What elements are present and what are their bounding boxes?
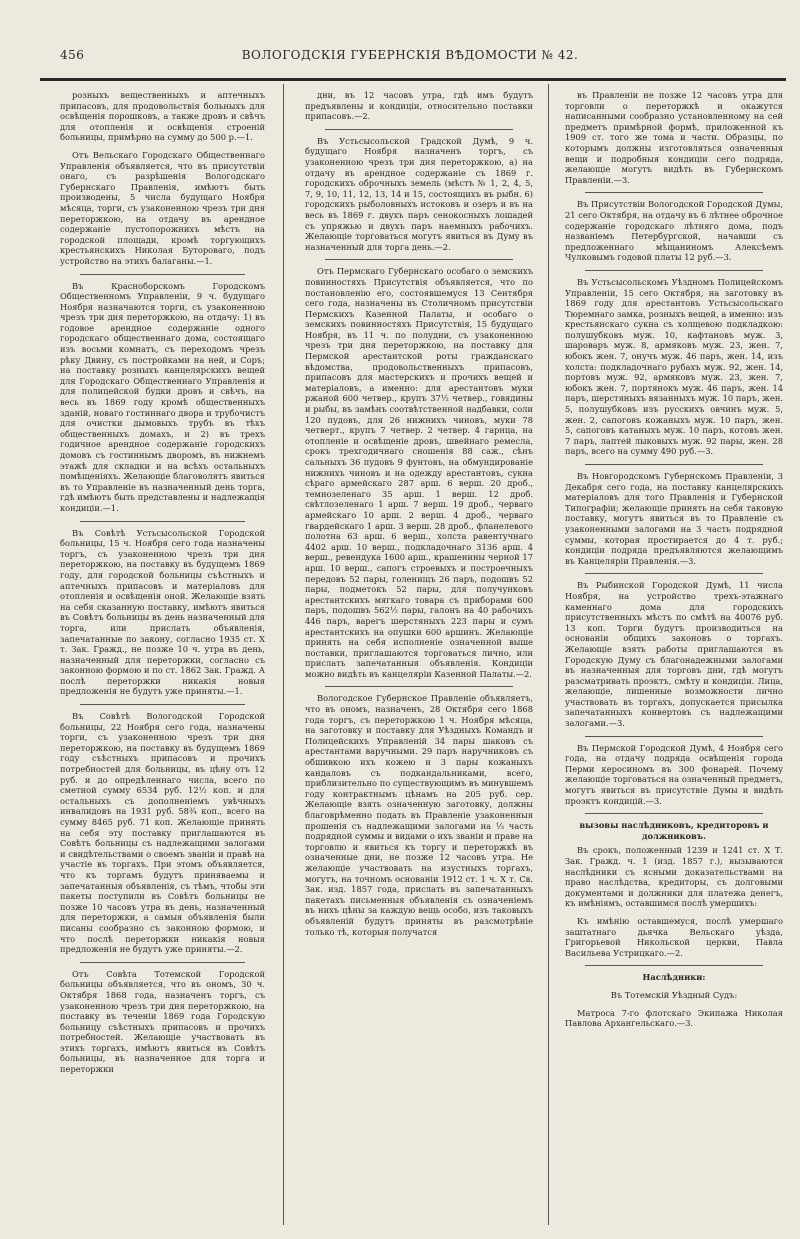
notice-paragraph: Въ Рыбинской Городской Думѣ, 11 числа Ноября, на устройство трехъ-этажнаго каменнаго дома для городскихъ присутственныхъ мѣстъ по смѣтѣ на 40076 руб. 13 коп. Торги будутъ производиться на основанiи общихъ законовъ о торгахъ. Желающiе взять работы приглашаются въ Городскую Думу съ благонадежными залогами въ назначенныя для торговъ дни, гдѣ могутъ разсматривать проэктъ, смѣту и кондицiи. Лица, желающiе, лишенные возможности лично участвовать въ торгахъ, допускается присылка запечатанныхъ конвертовъ съ надлежащими залогами.—3.	[565, 580, 783, 729]
notice-separator	[585, 736, 763, 737]
notice-paragraph: Въ Присутствiи Вологодской Городской Думы, 21 сего Октября, на отдачу въ 6 лѣтнее оброчное содержанiе городскаго лѣтняго дома, подъ названiемъ Петербургской, начавши съ предложеннаго мѣщаниномъ Алексѣемъ Чулковымъ годовой платы 12 руб.—3.	[565, 199, 783, 263]
page-header	[60, 48, 760, 68]
notice-separator	[585, 464, 763, 465]
running-head: ВОЛОГОДСКIЯ ГУБЕРНСКIЯ ВѢДОМОСТИ № 42.	[241, 48, 579, 62]
notice-paragraph: Въ Пермской Городской Думѣ, 4 Ноября сего года, на отдачу подряда освѣщенiя города Перми керосиномъ въ 300 фонарей. Почему желающiе торговаться на означенный предметъ, могутъ явиться въ присутствiе Думы и видѣть проэктъ кондицiй.—3.	[565, 742, 783, 806]
page-number: 456	[60, 48, 85, 62]
notice-separator	[80, 704, 245, 705]
notice-paragraph: Въ Устьсысольскомъ Уѣздномъ Полицейскомъ Управленiи, 15 сего Октября, на заготовку въ 1869 году для арестантовъ Устьсысольскаго Тюремнаго замка, розныхъ вещей, а именно: изъ крестьянскаго сукна съ холщевою подкладкою: полушубковъ муж. 10, кафтановъ муж. 3, шароваръ муж. 8, армяковъ муж. 23, жен. 7, юбокъ жен. 7, онучъ муж. 46 паръ, жен. 14, изъ холста: подкладочнаго рубахъ муж. 92, жен. 14, портовъ муж. 92, армяковъ муж. 23, жен. 7, юбокъ жен. 7, портянокъ муж. 46 паръ, жен. 14 паръ, шерстяныхъ вязанныхъ муж. 10 паръ, жен. 5, полушубковъ изъ русскихъ овчинъ муж. 5, жен. 2, сапоговъ кожаныхъ муж. 10 паръ, жен. 5, сапоговъ катаныхъ муж. 10 паръ, котовъ жен. 7 паръ, лаптей лыковыхъ муж. 92 пары, жен. 28 паръ, всего на сумму 490 руб.—3.	[565, 276, 783, 457]
notice-paragraph: Въ Совѣтѣ Вологодской Городской больницы, 22 Ноября сего года, назначены торги, съ узаконенною чрезъ три дня переторжкою, на поставку въ будущемъ 1869 году съѣстныхъ припасовъ и прочихъ потребностей для больницы, въ цѣну отъ 12 руб. и до опредѣленнаго числа, всего по сметной сумму 6534 руб. 12½ коп. и для остальныхъ съ дополненiемъ увѣчныхъ инвалидовъ на 1931 руб. 58¾ коп., всего на сумму 8465 руб. 71 коп. Желающiе принять на себя эту поставку приглашаются въ Совѣтъ больницы съ надлежащими залогами и свидѣтельствами о своемъ званiи и правѣ на участiе въ торгахъ. При этомъ объявляется, что къ торгамъ будутъ приняваемы и запечатанныя объявленiя, съ тѣмъ, чтобы эти пакеты поступили въ Совѣтъ больницы не позже 10 часовъ утра въ день, назначенный для переторжки, а самыя объявленiя были писаны сообразно съ законною формою, и что послѣ переторжки никакiя новыя предложенiя не будутъ уже приняты.—2.	[60, 711, 265, 955]
notice-paragraph: розныхъ вещественныхъ и аптечныхъ припасовъ, для продовольствiя больныхъ для освѣщенiя порошковъ, а также дровъ и свѣчъ для отопленiя и освѣщенiя строенiй больницы, примѣрно на сумму до 500 р.—1.	[60, 90, 265, 143]
notice-paragraph: Въ срокъ, положенный 1239 и 1241 ст. X Т. Зак. Гражд. ч. 1 (изд. 1857 г.), вызываются наслѣдники съ ясными доказательствами на право наслѣдства, кредиторы, съ долговыми документами и должники для платежа денегъ, къ имѣнiямъ, оставшимся послѣ умершихъ:	[565, 845, 783, 909]
notice-paragraph: Отъ Пермскаго Губернскаго особаго о земскихъ повинностяхъ Присутствiя объявляется, что по постановленiю его, состоявшемуся 13 Сентября сего года, назначены въ Столичномъ присутствiи Пермскихъ Казенной Палаты, и особаго о земскихъ повинностяхъ Присутствiя, 15 будущаго Ноября, въ 11 ч. по полудни, съ узаконенною чрезъ три дня переторжкою, на поставку для Пермской арестантской роты гражданскаго вѣдомства, продовольственныхъ припасовъ, припасовъ для мастерскихъ и прочихъ вещей и матерiаловъ, а именно: для арестантовъ муки ржаной 600 четвер., крупъ 37½ четвер., говядины и рыбы, въ замѣнъ соотвѣтственной надбавки, соли 120 пудовъ, для 26 нижнихъ чиновъ, муки 78 четверт., крупъ 7 четвер. 2 четвер. 4 гарнца, на отопленiе и освѣщенiе дровъ, швейнаго ремесла, срокъ трехгодичнаго сношенiя 88 саж., сѣнъ сальныхъ 36 пудовъ 9 фунтовъ, на обмундированiе нижнихъ чиновъ и на одежду арестантовъ, сукна сѣраго армейскаго 287 арш. 6 верш. 20 дроб., темнозеленаго 35 арш. 1 верш. 12 дроб. свѣтлозеленаго 1 арш. 7 верш. 19 дроб., черваго армейскаго 10 арш. 2 верш. 4 дроб., черваго гвардейскаго 1 арш. 3 верш. 28 дроб., фланелевого полотна 63 арш. 6 верш., холста равентучнаго 4402 арш. 10 верш., подкладочнаго 3136 арш. 4 верш., ревендука 1600 арш., крашенины черной 17 арш. 10 верш., сапогъ строевыхъ и построечныхъ передовъ 52 пары, голенищъ 26 паръ, подошвъ 52 пары, подметокъ 52 пары, для получунковъ арестантскихъ мягкаго товара съ приборами 600 паръ, подошвъ 562½ пары, галонъ на 40 рабочихъ 446 паръ, варегъ шерстяныхъ 223 пары и сумъ арестантскихъ на опушки 600 аршинъ. Желающiе принять на себя исполненiе означенной выше поставки, приглашаются торговаться лично, или прислать запечатанныя объявленiя. Кондицiи можно видѣть въ канцелярiи Казенной Палаты.—2.	[305, 266, 533, 679]
notice-paragraph: Въ Совѣтѣ Устьсысольской Городской больницы, 15 ч. Ноября сего года назначены торгъ, съ узаконенною чрезъ три дня переторжкою, на поставку въ будущемъ 1869 году, для городской больницы съѣстныхъ и аптечныхъ припасовъ и матерiаловъ для отопленiя и освѣщенiя оной. Желающiе взять на себя сказанную поставку, имѣютъ явиться въ Совѣтъ больницы въ день назначенный для торга, или прислать объявленiя, запечатанные по закону, согласно 1935 ст. X т. Зак. Гражд., не позже 10 ч. утра въ день, назначенный для переторжки, согласно съ законною формою и по ст. 1862 Зак. Гражд. А послѣ переторжки никакiя новыя предложенiя не будутъ уже приняты.—1.	[60, 527, 265, 697]
notice-paragraph: дни, въ 12 часовъ утра, гдѣ имъ будутъ предъявлены и кондицiи, относительно поставки припасовъ.—2.	[305, 90, 533, 122]
notice-separator	[80, 521, 245, 522]
section-heading: вызовы наслѣдниковъ, кредиторовъ и должниковъ.	[579, 820, 769, 841]
column-divider	[283, 84, 284, 1225]
header-rule	[40, 78, 786, 81]
notice-separator	[585, 192, 763, 193]
notice-separator	[325, 259, 513, 260]
column-left	[60, 90, 265, 1223]
notice-separator	[80, 962, 245, 963]
notice-separator	[325, 129, 513, 130]
court-name: Въ Тотемскiй Уѣздный Судъ:	[610, 989, 738, 1000]
notice-paragraph: Вологодское Губернское Правленiе объявляетъ, что въ ономъ, назначенъ, 28 Октября сего 1868 года торгъ, съ переторжкою 1 ч. Ноября мѣсяца, на заготовку и поставку для Уѣздныхъ Командъ и Полицейскихъ Управленiй 34 пары шаковъ съ арестантами варучными. 29 паръ наручниковъ съ обшивкою ихъ кожею и 3 пары кожаныхъ кандаловъ съ подкандальниками, всего, приблизительно по существующимъ въ минувшемъ году контрактнымъ цѣнамъ на 205 руб. сер. Желающiе взять означенную заготовку, должны благоврѣменно подать въ Правленiе узаконенныя прошенiя съ надлежащими залогами на ⅓ часть подрядной суммы и видами о ихъ званiи и праве на торговлю и явиться къ торгу и переторжкѣ въ означенные дни, не позже 12 часовъ утра. Не желающiе участвовать на изустныхъ торгахъ, могутъ, на точномъ основанiи 1912 ст. 1 ч. X т. Св. Зак. изд. 1857 года, прислать въ запечатанныхъ пакетахъ письменныя объявленiя съ означенiемъ въ нихъ цѣны за каждую вещь особо, изъ таковыхъ объявленiй будутъ приняты въ разсмотрѣнiе только тѣ, которыя получатся	[305, 693, 533, 937]
column-middle	[305, 90, 533, 1223]
notice-paragraph: Въ Устьсысольской Градской Думѣ, 9 ч. будущаго Ноября назначенъ торгъ, съ узаконенною чрезъ три дня переторжкою, а) на отдачу въ арендное содержанiе съ 1869 г. городскихъ оброчныхъ земель (мѣстъ № 1, 2, 4, 5, 7, 9, 10, 11, 12, 13, 14 и 15, состоящихъ въ рыбн. 6) городскихъ рыболовныхъ истоковъ и озеръ и въ на весь въ 1869 г. двухъ паръ сенокосныхъ лошадей съ упряжью и двухъ паръ наемныхъ рабочихъ. Желающiе торговаться могутъ явиться въ Думу въ назначенный для торга день.—2.	[305, 135, 533, 252]
subheading: Наслѣдники:	[642, 972, 706, 983]
notice-paragraph: Въ Красноборскомъ Городскомъ Общественномъ Управленiи, 9 ч. будущаго Ноября назначаются торги, съ узаконенною чрезъ три дня переторжкою, на отдачу: 1) въ годовое арендное содержанiе одного городскаго общественнаго дома, состоящаго изъ восьми комнатъ, съ переходомъ чрезъ рѣку Двину, съ постройками на ней, и Соръ; на поставку розныхъ канцелярскихъ вещей для Городскаго Общественнаго Управленiя и для полицейской будки дровъ и свѣчъ, на весь въ 1869 году кромѣ общественныхъ зданiй, новаго гостиннаго двора и трубочистъ для очистки дымовыхъ трубъ въ тѣхъ общественныхъ домахъ, и 2) въ трехъ годичное арендное содержанiе городскихъ домовъ съ гостиннымъ дворомъ, въ нижнемъ этажѣ для складки и на всѣхъ остальныхъ помѣщенiяхъ. Желающiе благоволятъ явиться въ то Управленiе въ назначенный день торга, гдѣ имѣютъ быть представлены и надлежащiя кондицiи.—1.	[60, 280, 265, 513]
notice-paragraph: Въ Новгородскомъ Губернскомъ Правленiи, 3 Декабря сего года, на поставку канцелярскихъ матерiаловъ для того Правленiя и Губернской Типографiи; желающiе принять на себя таковую поставку, могутъ явиться въ то Правленiе съ узаконенными залогами на 3 часть подрядной суммы, которая простирается до 4 т. руб.; кондицiи подряда предъявляются желающимъ въ Канцелярiи Правленiя.—3.	[565, 471, 783, 566]
notice-separator	[585, 965, 763, 966]
notice-paragraph: въ Правленiи не позже 12 часовъ утра для торговли о переторжкѣ и окажутся написанными сообразно установленному на сей предметъ примѣрной формѣ, приложенной къ 1909 ст. того же тома и части. Образцы, по которымъ должны изготовляться означенныя вещи и подробныя кондицiи сего подряда, желающiе могутъ видѣть въ Губернскомъ Правленiи.—3.	[565, 90, 783, 185]
notice-paragraph: Отъ Совѣта Тотемской Городской больницы объявляется, что въ ономъ, 30 ч. Октября 1868 года, назначенъ торгъ, съ узаконенною чрезъ три дня переторжкою, на поставку въ теченiи 1869 года Городскую больницу съѣстныхъ припасовъ и прочихъ потребностей. Желающiе участвовать въ этихъ торгахъ, имѣютъ явиться въ Совѣтъ больницы, въ назначенное для торга и переторжки	[60, 968, 265, 1075]
section-separator	[585, 813, 763, 814]
column-right	[565, 90, 783, 1223]
notice-separator	[80, 274, 245, 275]
notice-paragraph: Къ имѣнiю оставшемуся, послѣ умершаго заштатнаго дьячка Вельскаго уѣзда, Григорьевой Никольской церкви, Павла Васильева Устрицкаго.—2.	[565, 915, 783, 958]
notice-paragraph: Отъ Вельскаго Городскаго Общественнаго Управленiя объявляется, что въ присутствiи онаго, съ разрѣшенiя Вологодскаго Губернскаго Правленiя, имѣютъ быть производены, 5 числа будущаго Ноября мѣсяца, торги, съ узаконенною чрезъ три дня переторжкою, на отдачу въ арендное содержанiе пустопорожнихъ мѣстъ на городской площади, кромѣ торгующихъ крестьянскихъ Николая Бутороваго, подъ устройство на этихъ балаганы.—1.	[60, 149, 265, 266]
notice-separator	[585, 573, 763, 574]
notice-paragraph: Матроса 7-го флотскаго Экипажа Николая Павлова Архангельскаго.—3.	[565, 1007, 783, 1029]
notice-separator	[585, 270, 763, 271]
notice-separator	[325, 686, 513, 687]
column-divider	[548, 84, 549, 1225]
